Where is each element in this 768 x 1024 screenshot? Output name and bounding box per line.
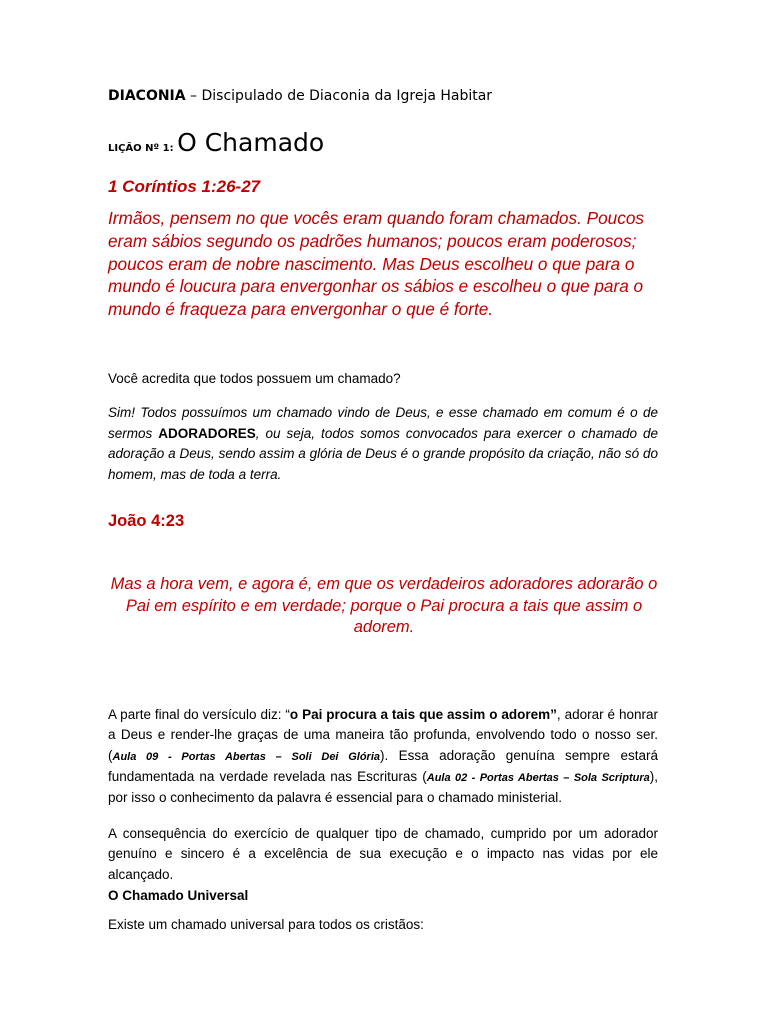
lesson-number-label: LIÇÃO Nº 1:	[108, 143, 178, 154]
paragraph2: A consequência do exercício de qualquer tipo de chamado, cumprido por um adorador genuíno e sincero é a excelência de sua execução e o impacto nas vidas por ele alcançado.	[108, 826, 658, 882]
answer-bold: ADORADORES	[158, 425, 256, 441]
question-text: Você acredita que todos possuem um chamado?	[108, 371, 401, 386]
scripture1-text: Irmãos, pensem no que vocês eram quando foram chamados. Poucos eram sábios segundo os padrões humanos; poucos eram poderosos; poucos eram de nobre nascimento. Mas Deus escolheu o que para o mundo é loucura para envergonhar os sábios e escolheu o que para o mundo é fraqueza para envergonhar o que é forte.	[108, 208, 644, 320]
paragraph1-quote: o Pai procura a tais que assim o adorem”	[289, 707, 557, 722]
lesson-title: O Chamado	[177, 128, 325, 157]
answer-paragraph	[108, 403, 658, 485]
header-title: DIACONIA	[108, 88, 186, 104]
header-subtitle: – Discipulado de Diaconia da Igreja Habitar	[185, 88, 493, 104]
paragraph1-cite1: Aula 09 - Portas Abertas – Soli Dei Glória	[112, 750, 380, 763]
scripture2-text: Mas a hora vem, e agora é, em que os verdadeiros adoradores adorarão o Pai em espírito e em verdade; porque o Pai procura a tais que assim o adorem.	[110, 575, 658, 636]
document-header	[108, 88, 492, 104]
paragraph3: Existe um chamado universal para todos os cristãos:	[108, 917, 424, 932]
scripture2-reference: João 4:23	[108, 512, 185, 530]
paragraph1-cite2: Aula 02 - Portas Abertas – Sola Scriptura	[426, 771, 650, 784]
paragraph1-end: ), por isso o conhecimento da palavra é essencial para o chamado ministerial.	[108, 768, 658, 806]
scripture1-reference: 1 Coríntios 1:26-27	[108, 177, 261, 196]
paragraph1-mid1: , adorar é honrar a Deus e render-lhe graças de uma maneira tão profunda, envolvendo todo o nosso ser. (	[108, 707, 659, 763]
answer-part2: , ou seja, todos somos convocados para exercer o chamado de adoração a Deus, sendo assim a glória de Deus é o grande propósito da criação, não só do homem, mas de toda a terra.	[108, 425, 658, 482]
paragraph1-intro: A parte final do versículo diz: “	[108, 707, 290, 722]
answer-part1: Sim! Todos possuímos um chamado vindo de Deus, e esse chamado em comum é o de sermos	[108, 405, 658, 441]
lesson-title-line	[108, 128, 324, 157]
paragraph1	[108, 705, 658, 808]
paragraph1-mid2: ). Essa adoração genuína sempre estará fundamentada na verdade revelada nas Escrituras (	[108, 747, 658, 784]
section-heading: O Chamado Universal	[108, 888, 249, 903]
